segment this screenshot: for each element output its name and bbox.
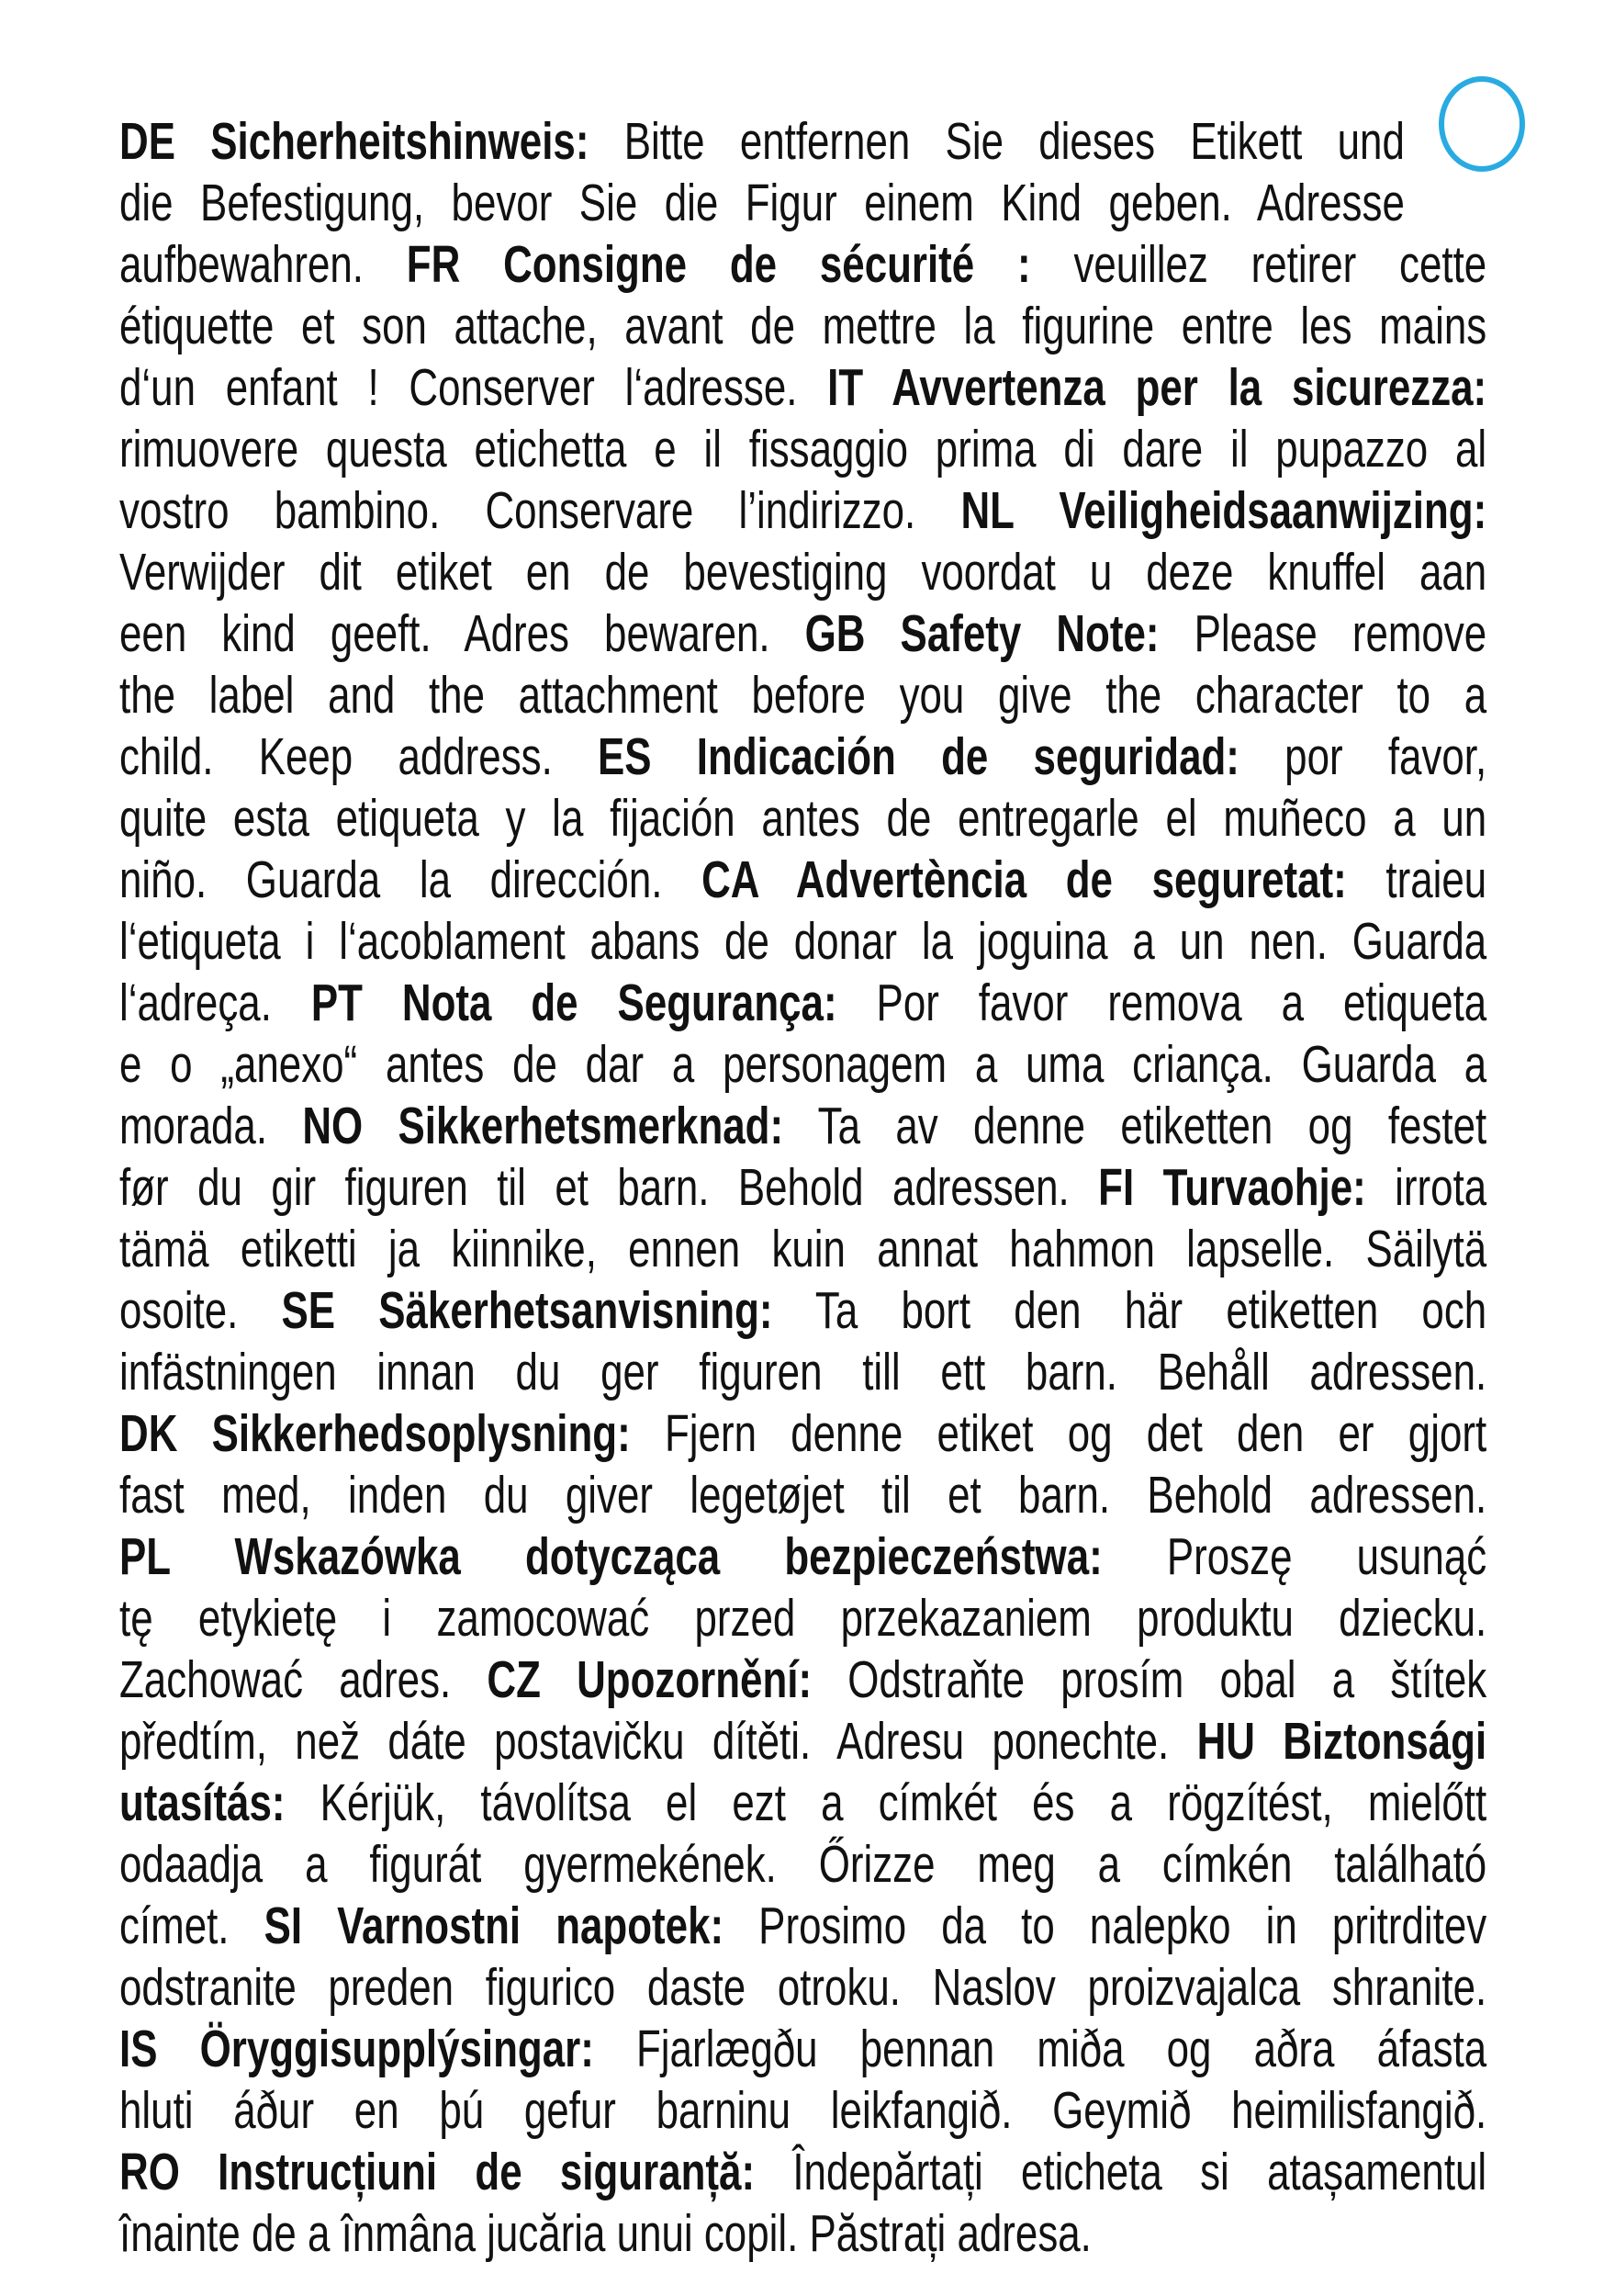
text-line [119,480,1486,542]
text-line [119,173,1405,234]
text-line [119,1465,1486,1526]
body-text: Prosimo da to nalepko in pritrditev [723,1896,1487,1955]
text-line [119,973,1486,1034]
text-line [119,1649,1486,1711]
body-text: aufbewahren. [119,235,407,294]
body-text: the label and the attachment before you give the character to a [119,666,1487,725]
text-line [119,296,1486,357]
language-heading: DE Sicherheitshinweis: [119,112,589,171]
text-line [119,726,1486,788]
body-text: die Befestigung, bevor Sie die Figur einem Kind geben. Adresse [119,174,1405,232]
body-text: por favor, [1239,727,1487,786]
body-text: tę etykietę i zamocować przed przekazaniem produktu dziecku. [119,1589,1487,1648]
body-text: traieu [1346,850,1487,909]
body-text: Verwijder dit etiket en de bevestiging voordat u deze knuffel aan [119,543,1487,602]
text-line [119,1711,1486,1773]
body-text: Îndepărtați eticheta si atașamentul [755,2143,1487,2201]
body-text: infästningen innan du ger figuren till ett barn. Behåll adressen. [119,1343,1487,1401]
text-line [119,2142,1486,2203]
body-text: l‘adreça. [119,974,311,1032]
body-text: rimuovere questa etichetta e il fissaggio prima di dare il pupazzo al [119,420,1487,478]
language-heading: IS Öryggisupplýsingar: [119,2020,594,2078]
language-heading: CZ Upozornění: [487,1650,813,1709]
body-text: étiquette et son attache, avant de mettre la figurine entre les mains [119,297,1487,355]
text-line [119,2080,1486,2142]
body-text: înainte de a înmâna jucăria unui copil. Păstrați adresa. [119,2204,1092,2263]
body-text: předtím, než dáte postavičku dítěti. Adresu ponechte. [119,1712,1197,1771]
text-line [119,1342,1486,1403]
body-text: Por favor remova a etiqueta [836,974,1487,1032]
body-text: odstranite preden figurico daste otroku. Naslov proizvajalca shranite. [119,1958,1487,2017]
body-text: l‘etiqueta i l‘acoblament abans de donar la joguina a un nen. Guarda [119,912,1487,971]
text-line [119,911,1486,973]
text-line [119,111,1405,173]
text-line [119,1034,1486,1096]
language-heading: NO Sikkerhetsmerknad: [302,1097,784,1155]
body-text: een kind geeft. Adres bewaren. [119,604,805,663]
language-heading: PT Nota de Segurança: [310,974,837,1032]
text-line [119,1526,1486,1588]
body-text: osoite. [119,1281,282,1340]
body-text: Kérjük, távolítsa el ezt a címkét és a rögzítést, mielőtt [285,1773,1487,1832]
text-line [119,665,1486,726]
body-text: d‘un enfant ! Conserver l‘adresse. [119,358,828,417]
text-line [119,234,1486,296]
text-line [119,1280,1486,1342]
body-text: niño. Guarda la dirección. [119,850,702,909]
body-text: Ta av denne etiketten og festet [783,1097,1487,1155]
text-line [119,1957,1486,2019]
body-text: før du gir figuren til et barn. Behold adressen. [119,1158,1099,1217]
language-heading: HU Biztonsági [1196,1712,1487,1771]
text-line [119,850,1486,911]
language-heading: SI Varnostni napotek: [264,1896,724,1955]
body-text: Zachować adres. [119,1650,488,1709]
text-line [119,788,1486,850]
body-text: Proszę usunąć [1102,1527,1487,1586]
text-line [119,1834,1486,1896]
language-heading: CA Advertència de seguretat: [701,850,1347,909]
body-text: Odstraňte prosím obal a štítek [812,1650,1487,1709]
text-line [119,603,1486,665]
body-text: quite esta etiqueta y la fijación antes de entregarle el muñeco a un [119,789,1487,848]
body-text: Fjarlægðu þennan miða og aðra áfasta [593,2020,1487,2078]
body-text: tämä etiketti ja kiinnike, ennen kuin annat hahmon lapselle. Säilytä [119,1220,1487,1278]
text-line [119,1896,1486,1957]
text-line [119,542,1486,603]
body-text: child. Keep address. [119,727,599,786]
language-heading: IT Avvertenza per la sicurezza: [827,358,1487,417]
body-text: fast med, inden du giver legetøjet til et barn. Behold adressen. [119,1466,1487,1525]
text-line [119,357,1486,419]
language-heading: FR Consigne de sécurité : [406,235,1031,294]
body-text: veuillez retirer cette [1030,235,1487,294]
text-line [119,1773,1486,1834]
text-line [119,1096,1486,1157]
body-text: Ta bort den här etiketten och [772,1281,1487,1340]
body-text: e o „anexo“ antes de dar a personagem a uma criança. Guarda a [119,1035,1487,1094]
body-text: Fjern denne etiket og det den er gjort [630,1404,1487,1463]
body-text: vostro bambino. Conservare l’indirizzo. [119,481,961,540]
language-heading: GB Safety Note: [804,604,1160,663]
body-text: morada. [119,1097,303,1155]
language-heading: FI Turvaohje: [1098,1158,1366,1217]
language-heading: SE Säkerhetsanvisning: [281,1281,773,1340]
body-text: címet. [119,1896,264,1955]
text-line [119,2203,1486,2265]
language-heading: DK Sikkerhedsoplysning: [119,1404,631,1463]
text-line [119,1403,1486,1465]
text-line [119,1588,1486,1649]
body-text: odaadja a figurát gyermekének. Őrizze meg a címkén található [119,1835,1487,1894]
text-line [119,2019,1486,2080]
text-line [119,1157,1486,1219]
language-heading: RO Instrucțiuni de siguranță: [119,2143,756,2201]
language-heading: PL Wskazówka dotycząca bezpieczeństwa: [119,1527,1103,1586]
text-line [119,1219,1486,1280]
body-text: hluti áður en þú gefur barninu leikfangið. Geymið heimilisfangið. [119,2081,1487,2140]
language-heading: utasítás: [119,1773,286,1832]
body-text: irrota [1365,1158,1487,1217]
text-line [119,419,1486,480]
safety-note-text [119,111,1486,2265]
language-heading: ES Indicación de seguridad: [598,727,1239,786]
language-heading: NL Veiligheidsaanwijzing: [960,481,1487,540]
body-text: Bitte entfernen Sie dieses Etikett und [589,112,1405,171]
body-text: Please remove [1159,604,1487,663]
